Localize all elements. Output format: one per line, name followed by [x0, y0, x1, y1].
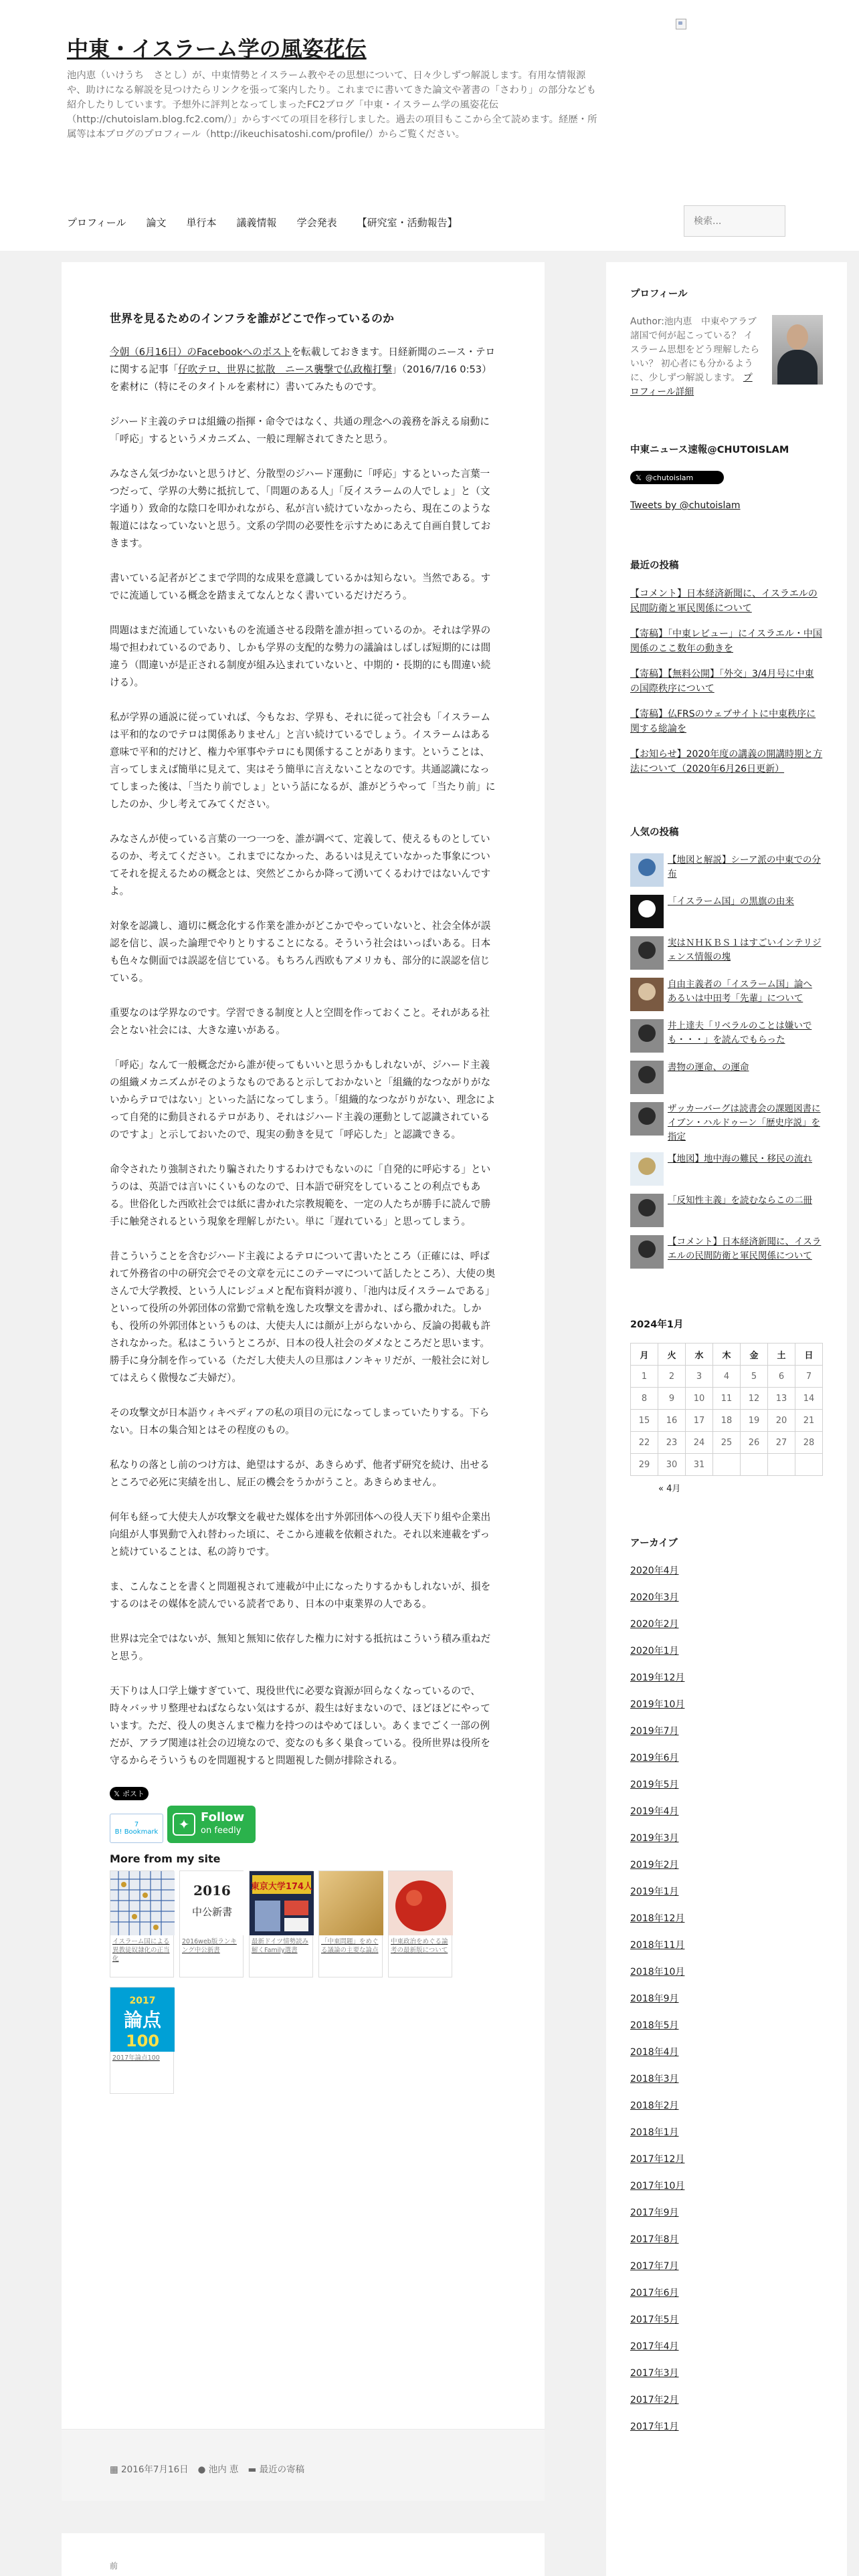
calendar-day: 1 [631, 1366, 658, 1388]
archive-link[interactable]: 2020年4月 [630, 1566, 679, 1576]
pattern-thumbnail-icon [110, 1871, 175, 1935]
intro-text: を転載しておきます。日経新聞のニース・テロに関する記事「 [110, 346, 496, 375]
related-post-card[interactable] [318, 1870, 383, 1977]
x-follow-button[interactable] [630, 471, 724, 484]
related-post-card[interactable] [249, 1870, 313, 1977]
calendar-day: 24 [686, 1432, 713, 1454]
post-date-text: 2016年7月16日 [121, 2464, 189, 2475]
archive-link[interactable]: 2018年12月 [630, 1913, 685, 1924]
related-post-caption: イスラーム国による異教徒奴隷化の正当化 [112, 1938, 170, 1962]
site-description: 池内恵（いけうち さとし）が、中東情勢とイスラーム教やその思想について、日々少しずつ解説します。有用な情報源や、助けになる解説を見つけたらリンクを張って案内したり。これまでに書いてきた論文や著書の「さわり」の部分なども紹介したりしています。予想外に評判となってしまったFC2ブログ「中東・イスラーム学の風姿花伝（http://chutoislam.blog.fc2.com/）」からすべての項目を移行しました。過去の項目もここから全て読めます。経歴・所属等は本ブログのプロフィール（http://ikeuchisatoshi.com/profile/）からご覧ください。 [67, 70, 597, 140]
post-author[interactable] [198, 2462, 239, 2475]
popular-post-thumbnail [630, 1152, 664, 1186]
calendar-day: 28 [795, 1432, 823, 1454]
popular-post-item[interactable] [630, 895, 823, 928]
archive-link[interactable]: 2017年1月 [630, 2422, 679, 2432]
body-paragraph: 重要なのは学界なのです。学習できる制度と人と空間を作っておくこと。それがある社会とない社会には、大きな違いがある。 [110, 1007, 490, 1036]
thumbnail-figure [638, 1199, 656, 1216]
popular-post-thumbnail [630, 936, 664, 970]
popular-post-link[interactable]: 「イスラーム国」の黒旗の由来 [668, 896, 794, 907]
book-cover-year: 2017 [129, 1996, 156, 2006]
ranking-thumbnail-year: 2016 [193, 1883, 231, 1899]
thumbnail-figure [638, 1158, 656, 1175]
nikkei-article-link[interactable]: 仔吹テロ、世界に拡散 ニース襲撃で仏政権打撃 [178, 364, 392, 375]
post-category-text: 最近の寄稿 [259, 2464, 305, 2475]
gold-thumbnail-icon [319, 1871, 383, 1935]
recent-post-link[interactable]: 【寄稿】「中東レビュー」にイスラエル・中国関係のここ数年の動きを [630, 629, 822, 654]
archive-link[interactable]: 2018年4月 [630, 2047, 679, 2058]
calendar-week [631, 1410, 823, 1432]
calendar-week [631, 1454, 823, 1476]
body-paragraph: 世界は完全ではないが、無知と無知に依存した権力に対する抵抗はこういう積み重ねだと思う。 [110, 1633, 491, 1662]
calendar-week [631, 1366, 823, 1388]
popular-post-link[interactable]: ザッカーバーグは読書会の課題図書にイブン・ハルドゥーン「歴史序説」を指定 [668, 1103, 821, 1142]
calendar-day [713, 1454, 741, 1476]
nav-item-lab-reports[interactable]: 【研究室・活動報告】 [357, 217, 458, 229]
tweets-by-link[interactable]: Tweets by @chutoislam [630, 500, 741, 511]
archive-link[interactable]: 2018年5月 [630, 2020, 679, 2031]
popular-post-thumbnail [630, 853, 664, 887]
magazine-cover-headline: 東京大学174人 [250, 1882, 313, 1892]
thumbnail-figure [638, 1025, 656, 1042]
body-paragraph: 問題はまだ流通していないものを流通させる段階を誰が担っているのか。それは学界の場で担われているのであり、しかも学界の支配的な勢力の議論はしばしば短期的には間違う（間違いが是正される制度が組み込まれていないと、中期的・長期的にも間違い続ける）。 [110, 625, 491, 688]
body-paragraph: みなさん気づかないと思うけど、分散型のジハード運動に「呼応」するといった言葉一つだって、学界の大勢に抵抗して、「問題のある人」「反イスラームの人でしょ」と（文字通り）致命的な陰口を叩かれながら、私が言い続けていなかったら、現在このような報道にはなっていないと思う。文系の学問の必要性を示すためにあえて自画自賛しておきます。 [110, 468, 491, 549]
archive-link[interactable]: 2017年9月 [630, 2208, 679, 2218]
intro-text-end: 」（2016/7/16 0:53）を素材に（特にそのタイトルを素材に）書いてみたものです。 [110, 364, 492, 393]
related-post-card[interactable] [388, 1870, 452, 1977]
popular-post-thumbnail [630, 895, 664, 928]
pomegranate-thumbnail-icon [389, 1871, 453, 1935]
profile-widget [630, 315, 823, 399]
sidebar [606, 262, 847, 2576]
archive-link[interactable]: 2017年7月 [630, 2261, 679, 2272]
popular-post-thumbnail [630, 1235, 664, 1269]
twitter-widget-title: 中東ニュース速報@CHUTOISLAM [630, 445, 789, 455]
archive-link[interactable]: 2017年6月 [630, 2288, 679, 2298]
intro-paragraph [110, 344, 496, 396]
popular-post-thumbnail [630, 1194, 664, 1227]
user-icon: ● [197, 2464, 209, 2475]
calendar-weekday: 水 [686, 1344, 713, 1366]
popular-post-link[interactable]: 自由主義者の「イスラーム国」論へ あるいは中田考「先輩」について [668, 979, 812, 1004]
post-title: 世界を見るためのインフラを誰がどこで作っているのか [110, 312, 394, 326]
body-paragraph: 書いている記者がどこまで学問的な成果を意識しているかは知らない。当然である。すでに流通している概念を踏まえてなんとなく書いているだけだろう。 [110, 572, 491, 601]
calendar-day: 19 [741, 1410, 768, 1432]
tweet-label: ポスト [122, 1790, 145, 1798]
calendar-day: 20 [768, 1410, 795, 1432]
book-cover-thumbnail-icon [110, 1988, 175, 2052]
share-buttons [110, 1787, 496, 1843]
post-category[interactable] [248, 2462, 305, 2475]
calendar-day: 23 [658, 1432, 686, 1454]
body-paragraph: 私が学界の通説に従っていれば、今もなお、学界も、それに従って社会も「イスラームは平和的なのでテロは関係ありません」と言い続けているでしょう。イスラームはある意味で平和的だけど、権力や軍事やテロにも関係することがあります。ということは、言ってしまえば簡単に見えて、実はそう簡単に言えないことなのです。共通認識になってしまった後は、「当たり前でしょ」という話になるが、誰がどうやって「当たり前」にしたのか、少し考えてみてください。 [110, 712, 496, 810]
archive-link[interactable]: 2018年9月 [630, 1994, 679, 2004]
popular-post-item[interactable] [630, 1194, 823, 1227]
calendar-prev-link[interactable]: « 4月 [658, 1484, 681, 1494]
feedly-icon: ✦ [173, 1813, 195, 1836]
related-post-card[interactable] [110, 1987, 174, 2094]
popular-post-link[interactable]: 【地図】地中海の難民・移民の流れ [668, 1154, 812, 1164]
thumbnail-figure [638, 1241, 656, 1258]
calendar-week [631, 1388, 823, 1410]
profile-text [630, 315, 761, 399]
calendar-day: 30 [658, 1454, 686, 1476]
archive-link[interactable]: 2018年11月 [630, 1940, 685, 1951]
archive-link[interactable]: 2019年7月 [630, 1726, 679, 1737]
x-logo-icon: 𝕏 [636, 473, 642, 482]
popular-post-item[interactable] [630, 978, 823, 1011]
recent-post-link[interactable]: 【寄稿】仏FRSのウェブサイトに中東秩序に関する総論を [630, 709, 816, 734]
popular-post-link[interactable]: 【地図と解説】シーア派の中東での分布 [668, 855, 821, 879]
bookmark-count: 7 [134, 1821, 139, 1828]
related-post-caption: 2017年論点100 [112, 2054, 160, 2062]
calendar-day: 21 [795, 1410, 823, 1432]
ranking-thumbnail-icon [180, 1871, 244, 1935]
calendar-day [768, 1454, 795, 1476]
popular-post-link[interactable]: 「反知性主義」を読むならこの二冊 [668, 1195, 812, 1206]
x-logo-icon: 𝕏 [114, 1789, 120, 1798]
body-paragraph: 対象を認識し、適切に概念化する作業を誰かがどこかでやっていないと、社会全体が誤認を信じ、誤った論理でやりとりすることになる。そういう社会はいっぱいある。日本も色々な側面では誤認を信じている。もちろん西欧もアメリカも、部分的に誤認を信じている。 [110, 920, 491, 984]
calendar-day: 17 [686, 1410, 713, 1432]
related-post-card[interactable] [110, 1870, 174, 1977]
archive-link[interactable]: 2020年2月 [630, 1619, 679, 1630]
related-post-caption: 中東政治をめぐる論考の最新版について [391, 1938, 448, 1954]
thumbnail-figure [638, 1066, 656, 1083]
main-navigation [67, 207, 468, 237]
calendar-day: 15 [631, 1410, 658, 1432]
book-cover-title: 論点 [123, 2009, 162, 2031]
popular-post-thumbnail [630, 1019, 664, 1053]
archive-link[interactable]: 2020年1月 [630, 1646, 679, 1656]
popular-post-item[interactable] [630, 853, 823, 887]
calendar-weekday: 日 [795, 1344, 823, 1366]
facebook-post-link[interactable]: 今朝（6月16日）のFacebookへのポスト [110, 346, 292, 358]
archive-link[interactable]: 2018年10月 [630, 1967, 685, 1977]
recent-post-link[interactable]: 【お知らせ】2020年度の講義の開講時期と方法について（2020年6月26日更新） [630, 749, 823, 774]
site-title[interactable]: 中東・イスラーム学の風姿花伝 [67, 36, 367, 62]
nav-item-lectures[interactable]: 議義情報 [236, 217, 277, 229]
calendar-week [631, 1432, 823, 1454]
nav-item-profile[interactable]: プロフィール [67, 217, 126, 229]
bookmark-label: B! Bookmark [114, 1828, 159, 1836]
popular-post-link[interactable]: 【コメント】日本経済新聞に、イスラエルの民間防衛と軍民関係について [668, 1237, 822, 1261]
calendar-day: 16 [658, 1410, 686, 1432]
popular-post-item[interactable] [630, 1152, 823, 1186]
article [62, 262, 545, 2429]
popular-post-item[interactable] [630, 1235, 823, 1269]
archive-link[interactable]: 2017年10月 [630, 2181, 685, 2191]
profile-widget-title: プロフィール [630, 289, 688, 300]
calendar-weekday: 木 [713, 1344, 741, 1366]
tweet-button[interactable] [110, 1787, 149, 1800]
calendar-weekday: 火 [658, 1344, 686, 1366]
search-input[interactable] [684, 205, 785, 237]
magazine-cover-thumbnail-icon [250, 1871, 314, 1935]
feedly-label-on: on feedly [201, 1826, 242, 1836]
recent-post-link[interactable]: 【コメント】日本経済新聞に、イスラエルの民間防衛と軍民関係について [630, 588, 818, 614]
archive-list [630, 1564, 823, 2447]
calendar-day: 6 [768, 1366, 795, 1388]
calendar-day: 31 [686, 1454, 713, 1476]
calendar-day: 26 [741, 1432, 768, 1454]
body-paragraph: みなさんが使っている言葉の一つ一つを、誰が調べて、定義して、使えるものとしているのか、考えてください。これまでになかった、あるいは見えていなかった事象についてそれを捉えるための概念とは、突然どこからか降って湧いてくるわけではないんですよ。 [110, 833, 491, 897]
related-post-caption: 「中東問題」をめぐる議論の主要な論点 [321, 1938, 379, 1954]
calendar [630, 1317, 823, 1476]
calendar-day: 29 [631, 1454, 658, 1476]
popular-post-item[interactable] [630, 936, 823, 970]
body-paragraph: 天下りは人口学上嫌すぎていて、現役世代に必要な資源が回らなくなっているので、時々バッサリ整理せねばならない気はするが、殺生は好まないので、ほどほどにやっています。ただ、役人の奥さんまで権力を持つのはやめてほしい。あくまでごく一部の例だが、アラブ関連は社会の辺境なので、変なのも多く巣食っている。役所世界は役所を守るからそういうものを問題視すると問題視した側が排除される。 [110, 1685, 490, 1766]
thumbnail-figure [638, 983, 656, 1000]
calendar-day: 10 [686, 1388, 713, 1410]
calendar-day: 14 [795, 1388, 823, 1410]
book-cover-number: 100 [125, 2032, 160, 2050]
popular-post-thumbnail [630, 1061, 664, 1094]
calendar-caption: 2024年1月 [630, 1319, 684, 1330]
body-paragraph: 昔こういうことを含むジハード主義によるテロについて書いたところ（正確には、呼ばれて外務省の中の研究会でその文章を元にこのテーマについて話したところ）、大使の奥さんで大学教授、という人にレジュメと配布資料が渡り、「池内は反イスラームである」といって役所の外郭団体の常勤で常軌を逸した攻撃文を書かれ、ばら撒かれた。しかも、役所の外郭団体というものは、大使夫人には顔が上がらないから、反論の掲載も許されなかった。私はこういうところが、日本の役人社会のダメなところだと思います。勝手に身分制を作っている（ただし大使夫人の旦那はノンキャリだが、一般社会に対してはえらく傲慢なご夫婦だ）。 [110, 1251, 496, 1384]
calendar-day: 3 [686, 1366, 713, 1388]
related-posts-grid [110, 1870, 484, 2094]
calendar-day: 27 [768, 1432, 795, 1454]
related-post-card[interactable] [179, 1870, 244, 1977]
previous-post-label[interactable]: 前 [110, 2561, 118, 2571]
popular-post-thumbnail [630, 978, 664, 1011]
feedly-label-follow: Follow [201, 1810, 245, 1824]
calendar-day: 22 [631, 1432, 658, 1454]
archive-link[interactable]: 2017年12月 [630, 2154, 685, 2165]
body-paragraph: 命令されたり強制されたり騙されたりするわけでもないのに「自発的に呼応する」というのは、英語では言いにくいものなので、日本語で研究をしていることの利点でもある。世俗化した西欧社会では紙に書かれた宗教規範を、一定の人たちが勝手に読んで勝手に触発されるという現象を理解しがたい。単に「遅れている」と思ってしまう。 [110, 1164, 491, 1227]
thumbnail-figure [638, 1107, 656, 1125]
profile-description: Author:池内恵 中東やアラブ諸国で何が起こっている？ イスラーム思想をどう理解したらいい？ 初心者にも分かるように、少しずつ解説します。 [630, 316, 760, 383]
thumbnail-figure [638, 859, 656, 876]
broken-image-icon [676, 19, 686, 29]
archive-link[interactable]: 2019年10月 [630, 1699, 685, 1710]
archive-link[interactable]: 2017年3月 [630, 2368, 679, 2379]
post-date[interactable] [110, 2462, 189, 2475]
profile-detail-link[interactable]: プロフィール詳細 [630, 372, 753, 397]
nav-item-papers[interactable]: 論文 [146, 217, 167, 229]
archive-link[interactable]: 2017年8月 [630, 2234, 679, 2245]
calendar-day: 9 [658, 1388, 686, 1410]
popular-posts-list [630, 853, 823, 1269]
ranking-thumbnail-label: 中公新書 [191, 1906, 233, 1918]
recent-posts-title: 最近の投稿 [630, 560, 679, 571]
archive-link[interactable]: 2019年3月 [630, 1833, 679, 1844]
archive-link[interactable]: 2019年1月 [630, 1887, 679, 1897]
popular-post-item[interactable] [630, 1019, 823, 1053]
calendar-weekday: 月 [631, 1344, 658, 1366]
thumbnail-figure [638, 942, 656, 959]
archive-link[interactable]: 2020年3月 [630, 1592, 679, 1603]
calendar-day: 12 [741, 1388, 768, 1410]
post-meta [62, 2429, 545, 2501]
body-paragraph: 「呼応」なんて一般概念だから誰が使ってもいいと思うかもしれないが、ジハード主義の組織メカニズムがそのようなものであると示しておかないと「組織的なつながりがないからテロではない」といった話になってしまう。「組織的なつながりがない、理念によって自発的に動員されるテロがあり、それはジハード主義の運動として認識されているのですよ」と示しておいたので、現実の動きを見て「呼応した」と認識できる。 [110, 1059, 496, 1140]
calendar-weekday: 土 [768, 1344, 795, 1366]
popular-posts-title: 人気の投稿 [630, 827, 679, 838]
calendar-day: 11 [713, 1388, 741, 1410]
calendar-day: 5 [741, 1366, 768, 1388]
more-from-site-title: More from my site [110, 1852, 221, 1865]
calendar-day: 8 [631, 1388, 658, 1410]
post-navigation [62, 2533, 545, 2576]
calendar-day: 7 [795, 1366, 823, 1388]
x-follow-label: @chutoislam [645, 473, 694, 482]
thumbnail-figure [638, 900, 656, 918]
popular-post-thumbnail [630, 1102, 664, 1136]
archive-link[interactable]: 2019年12月 [630, 1673, 685, 1683]
site-header [0, 0, 859, 251]
archive-link[interactable]: 2019年4月 [630, 1806, 679, 1817]
feedly-follow-button[interactable] [167, 1806, 256, 1843]
nav-item-books[interactable]: 単行本 [186, 217, 217, 229]
archive-link[interactable]: 2017年5月 [630, 2315, 679, 2325]
avatar [772, 315, 823, 385]
calendar-weekday: 金 [741, 1344, 768, 1366]
archive-link[interactable]: 2019年6月 [630, 1753, 679, 1763]
nav-item-conferences[interactable]: 学会発表 [296, 217, 337, 229]
archive-link[interactable]: 2018年3月 [630, 2074, 679, 2084]
recent-posts-list [630, 586, 823, 776]
body-paragraph: 私なりの落とし前のつけ方は、絶望はするが、あきらめず、他者ず研究を続け、出せるところで必死に実績を出し、屁正の機会をうかがうこと。あきらめません。 [110, 1459, 490, 1488]
calendar-day: 4 [713, 1366, 741, 1388]
popular-post-item[interactable] [630, 1061, 823, 1094]
calendar-day [795, 1454, 823, 1476]
body-paragraph: ま、こんなことを書くと問題視されて連載が中止になったりするかもしれないが、損をするのはその媒体を読んでいる読者であり、日本の中東業界の人である。 [110, 1581, 491, 1610]
archive-link[interactable]: 2018年2月 [630, 2101, 679, 2111]
calendar-icon: ▦ [110, 2464, 122, 2475]
popular-post-link[interactable]: 井上達夫「リベラルのことは嫌いでも・・・」を読んでもらった [668, 1021, 812, 1045]
archive-link[interactable]: 2019年2月 [630, 1860, 679, 1870]
popular-post-item[interactable] [630, 1102, 823, 1144]
calendar-day: 18 [713, 1410, 741, 1432]
archive-link[interactable]: 2019年5月 [630, 1780, 679, 1790]
body-paragraph: 何年も経って大使夫人が攻撃文を載せた媒体を出す外郭団体への役人天下り組や企業出向組が人事異動で入れ替わった頃に、そこから連載を依頼された。それ以来連載をずっと続けていることは、私の誇りです。 [110, 1511, 491, 1558]
folder-icon: ▬ [248, 2464, 260, 2475]
archive-link[interactable]: 2017年2月 [630, 2395, 679, 2405]
popular-post-link[interactable]: 書物の運命、の運命 [668, 1062, 749, 1073]
related-post-caption: 最新ドイツ情勢読み解くFamily選書 [252, 1938, 309, 1954]
calendar-day: 25 [713, 1432, 741, 1454]
hatena-bookmark-button[interactable] [110, 1814, 163, 1843]
related-post-caption: 2016web版ランキング中公新書 [182, 1938, 237, 1954]
archive-link[interactable]: 2018年1月 [630, 2127, 679, 2138]
archive-title: アーカイブ [630, 1538, 678, 1549]
body-paragraph: その攻撃文が日本語ウィキペディアの私の項目の元になってしまっていたりする。下らない。日本の集合知とはその程度のもの。 [110, 1407, 490, 1436]
post-body [110, 413, 496, 1769]
calendar-day [741, 1454, 768, 1476]
calendar-day: 13 [768, 1388, 795, 1410]
post-author-text: 池内 恵 [208, 2464, 239, 2475]
recent-post-link[interactable]: 【寄稿】【無料公開】「外交」3/4月号に中東の国際秩序について [630, 669, 814, 694]
calendar-day: 2 [658, 1366, 686, 1388]
archive-link[interactable]: 2017年4月 [630, 2341, 679, 2352]
body-paragraph: ジハード主義のテロは組織の指揮・命令ではなく、共通の理念への義務を訴える扇動に「呼応」するというメカニズム、一般に理解されてきたと思う。 [110, 416, 490, 445]
popular-post-link[interactable]: 実はＮＨＫＢＳ１はすごいインテリジェンス情報の塊 [668, 938, 822, 962]
